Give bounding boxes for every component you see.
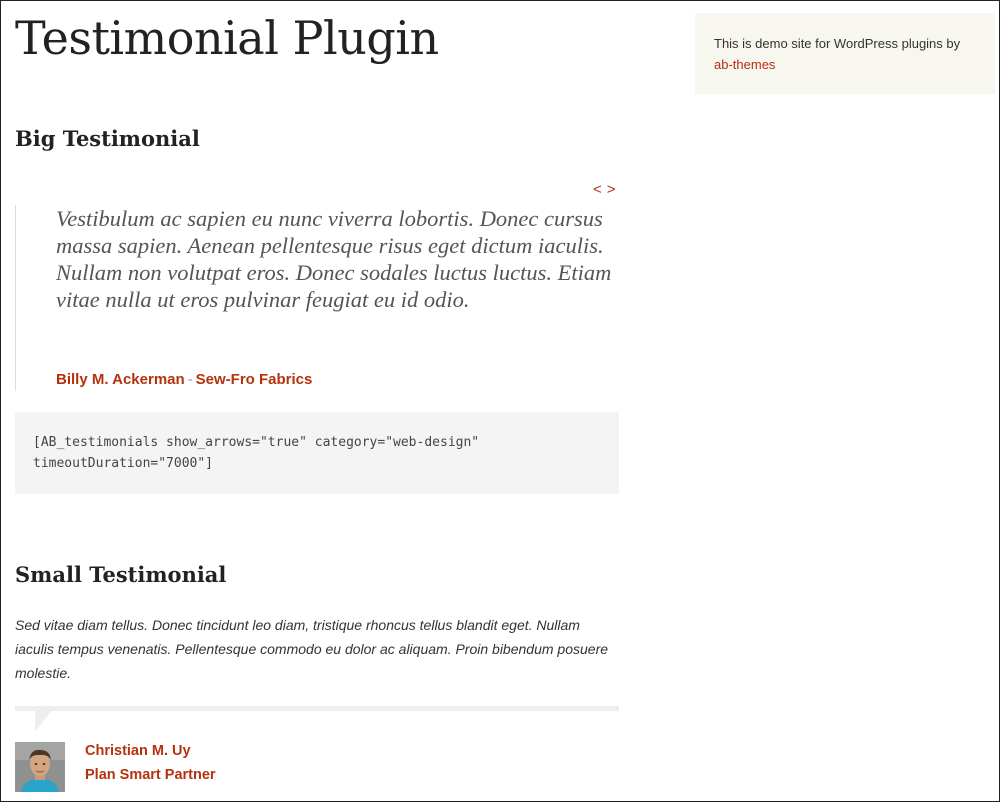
small-testimonial-text: Sed vitae diam tellus. Donec tincidunt leo diam, tristique rhoncus tellus blandit eget. Nullam iaculis tempus venenatis. Pellentesque commodo eu dolor ac aliquam. Proin bibendum posuere molestie. [15,617,609,681]
author-separator: - [187,371,193,388]
small-testimonial-heading: Small Testimonial [15,562,227,587]
page-title: Testimonial Plugin [15,11,439,65]
shortcode-text: [AB_testimonials show_arrows="true" category="web-design" timeoutDuration="7000"] [33,435,487,471]
big-testimonial-heading: Big Testimonial [15,126,200,151]
sidebar-info-box [695,13,995,94]
author-name: Billy M. Ackerman [56,371,185,388]
author-company: Plan Smart Partner [85,767,216,783]
author-name: Christian M. Uy [85,743,191,759]
speech-bubble-bar [15,706,619,711]
testimonial-nav-arrows [593,181,616,198]
shortcode-block [15,412,619,494]
big-testimonial-text: Vestibulum ac sapien eu nunc viverra lobortis. Donec cursus massa sapien. Aenean pellentesque risus eget dictum iaculis. Nullam non volutpat eros. Donec sodales luctus luctus. Etiam vitae nulla ut eros pulvinar feugiat eu id odio. [56,206,612,312]
small-testimonial-author [85,739,216,787]
sidebar-text: This is demo site for WordPress plugins by [714,36,961,51]
big-testimonial-quote [15,205,619,391]
speech-bubble-tail [35,711,51,732]
avatar [15,742,65,792]
ab-themes-link[interactable]: ab-themes [714,57,776,72]
next-arrow-button[interactable]: > [606,181,616,198]
big-testimonial-author [56,371,312,388]
author-company: Sew-Fro Fabrics [195,371,313,388]
prev-arrow-button[interactable]: < [593,181,602,198]
person-photo-icon [15,742,65,792]
